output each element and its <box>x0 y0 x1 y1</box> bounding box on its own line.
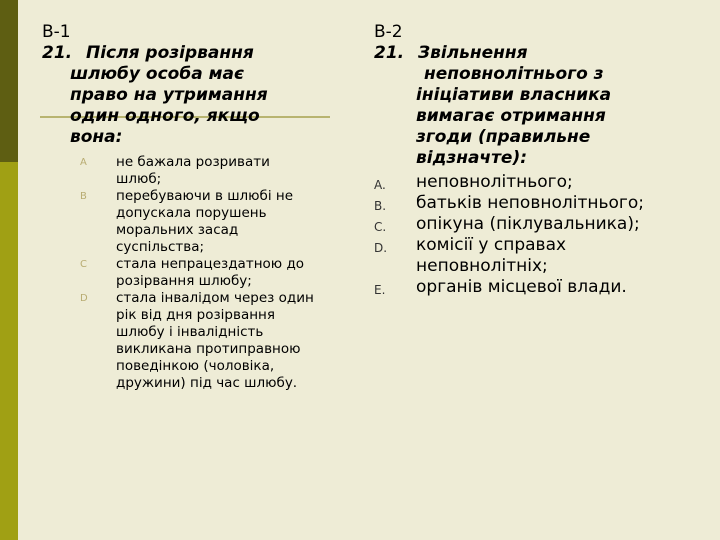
option-a <box>374 172 714 193</box>
option-line: моральних засад <box>116 222 239 238</box>
question-line: Після розірвання <box>86 43 254 63</box>
option-line: допускала порушень <box>116 205 267 221</box>
variant-1-column <box>42 22 354 392</box>
option-c <box>42 256 354 290</box>
option-a <box>42 154 354 188</box>
option-line: викликана протиправною <box>116 341 301 357</box>
question-line: згоди (правильне <box>416 127 591 147</box>
option-line: органів місцевої влади. <box>416 277 627 297</box>
question-line: Звільнення <box>418 43 528 63</box>
option-line: неповнолітніх; <box>416 256 548 276</box>
left-accent-bar-light <box>0 162 18 540</box>
option-b <box>374 193 714 214</box>
option-line: батьків неповнолітнього; <box>416 193 644 213</box>
option-marker: A. <box>374 178 386 192</box>
option-c <box>374 214 714 235</box>
question-line: вона: <box>70 127 123 147</box>
option-d <box>374 235 714 277</box>
option-line: шлюб; <box>116 171 162 187</box>
option-line: дружини) під час шлюбу. <box>116 375 298 391</box>
option-line: поведінкою (чоловіка, <box>116 358 275 374</box>
option-marker: E. <box>374 283 386 297</box>
option-marker: C. <box>374 220 387 234</box>
option-line: шлюбу і інвалідність <box>116 324 264 340</box>
question-number: 21. <box>42 43 73 63</box>
option-marker: B <box>80 191 87 202</box>
option-e <box>374 277 714 298</box>
question-line: відзначте): <box>416 148 528 168</box>
variant-1-question <box>42 43 354 148</box>
question-number: 21. <box>374 43 405 63</box>
question-line: шлюбу особа має <box>70 64 245 84</box>
variant-1-label: В-1 <box>42 22 71 42</box>
option-line: розірвання шлюбу; <box>116 273 252 289</box>
question-line: вимагає отримання <box>416 106 606 126</box>
option-line: стала непрацездатною до <box>116 256 305 272</box>
option-marker: D. <box>374 241 388 255</box>
option-d <box>42 290 354 392</box>
variant-2-label: В-2 <box>374 22 403 42</box>
option-line: опікуна (піклувальника); <box>416 214 640 234</box>
question-line: право на утримання <box>70 85 268 105</box>
option-line: не бажала розривати <box>116 154 270 170</box>
variant-2-options <box>374 172 714 298</box>
question-line: ініціативи власника <box>416 85 612 105</box>
option-line: стала інвалідом через один <box>116 290 314 306</box>
question-line: неповнолітнього з <box>424 64 604 84</box>
option-line: перебуваючи в шлюбі не <box>116 188 294 204</box>
option-line: рік від дня розірвання <box>116 307 276 323</box>
option-marker: D <box>80 293 88 304</box>
option-marker: A <box>80 157 87 168</box>
variant-2-column <box>374 22 714 298</box>
option-marker: C <box>80 259 87 270</box>
option-line: суспільства; <box>116 239 205 255</box>
option-line: неповнолітнього; <box>416 172 573 192</box>
option-line: комісії у справах <box>416 235 567 255</box>
option-b <box>42 188 354 256</box>
variant-2-question <box>374 43 714 169</box>
variant-1-options <box>42 154 354 392</box>
question-line: один одного, якщо <box>70 106 260 126</box>
left-accent-bar-dark <box>0 0 18 162</box>
option-marker: B. <box>374 199 387 213</box>
